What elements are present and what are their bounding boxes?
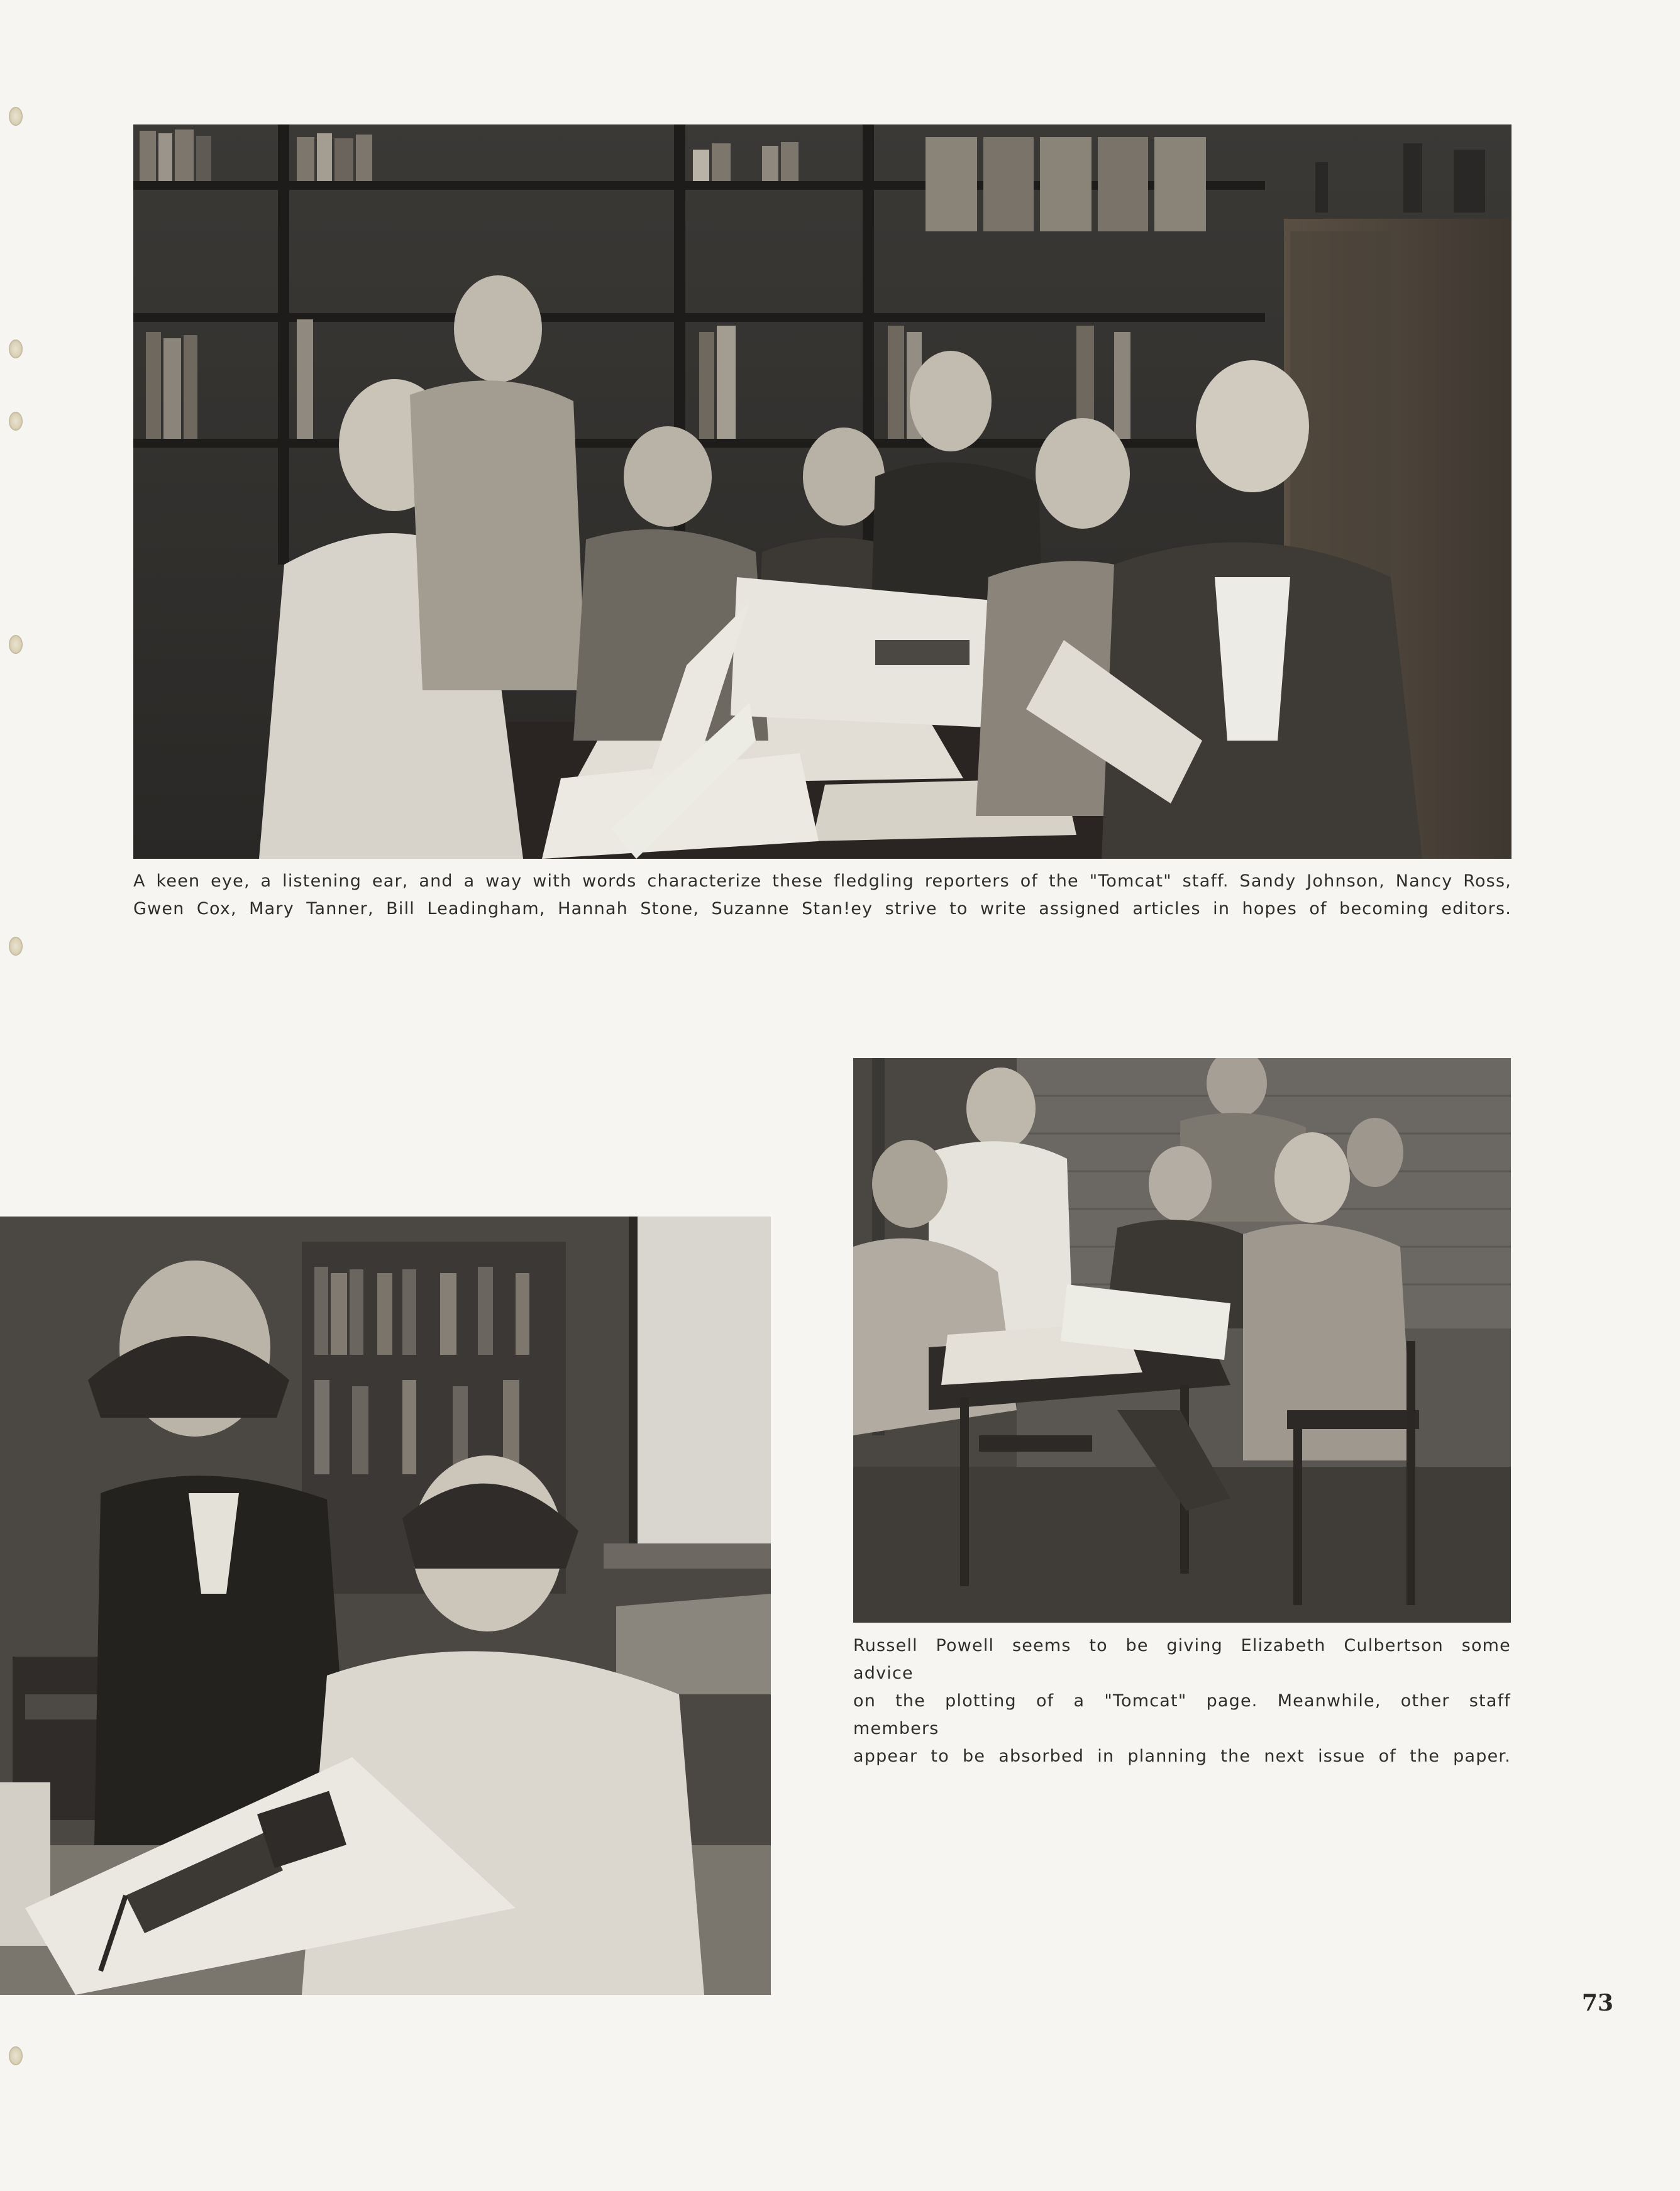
photo-staff-planning-image [853,1058,1511,1623]
caption-top-line-2: Gwen Cox, Mary Tanner, Bill Leadingham, Hannah Stone, Suzanne Stan!ey strive to write assigned articles in hopes of becoming editors. [133,899,1511,919]
photo-girls-newspaper-image [0,1217,771,1995]
photo-girls-newspaper [0,1217,771,1995]
binder-hole [9,412,23,431]
caption-right-line-2: on the plotting of a "Tomcat" page. Meanwhile, other staff members [853,1691,1511,1738]
binder-hole [9,635,23,654]
photo-library-reporters [133,124,1511,859]
binder-hole [9,339,23,358]
page-number: 73 [1581,1990,1613,2016]
caption-right-photo [853,1632,1511,1770]
caption-top-line-1: A keen eye, a listening ear, and a way with words characterize these fledgling reporters of the "Tomcat" staff. Sandy Johnson, Nancy Ross, [133,871,1511,891]
photo-library-reporters-image [133,124,1511,859]
binder-hole [9,107,23,126]
binder-hole [9,937,23,956]
caption-top-photo [133,868,1511,923]
caption-right-line-1: Russell Powell seems to be giving Elizabeth Culbertson some advice [853,1636,1511,1683]
binder-hole [9,2046,23,2065]
photo-staff-planning [853,1058,1511,1623]
caption-right-line-3: appear to be absorbed in planning the next issue of the paper. [853,1747,1511,1766]
